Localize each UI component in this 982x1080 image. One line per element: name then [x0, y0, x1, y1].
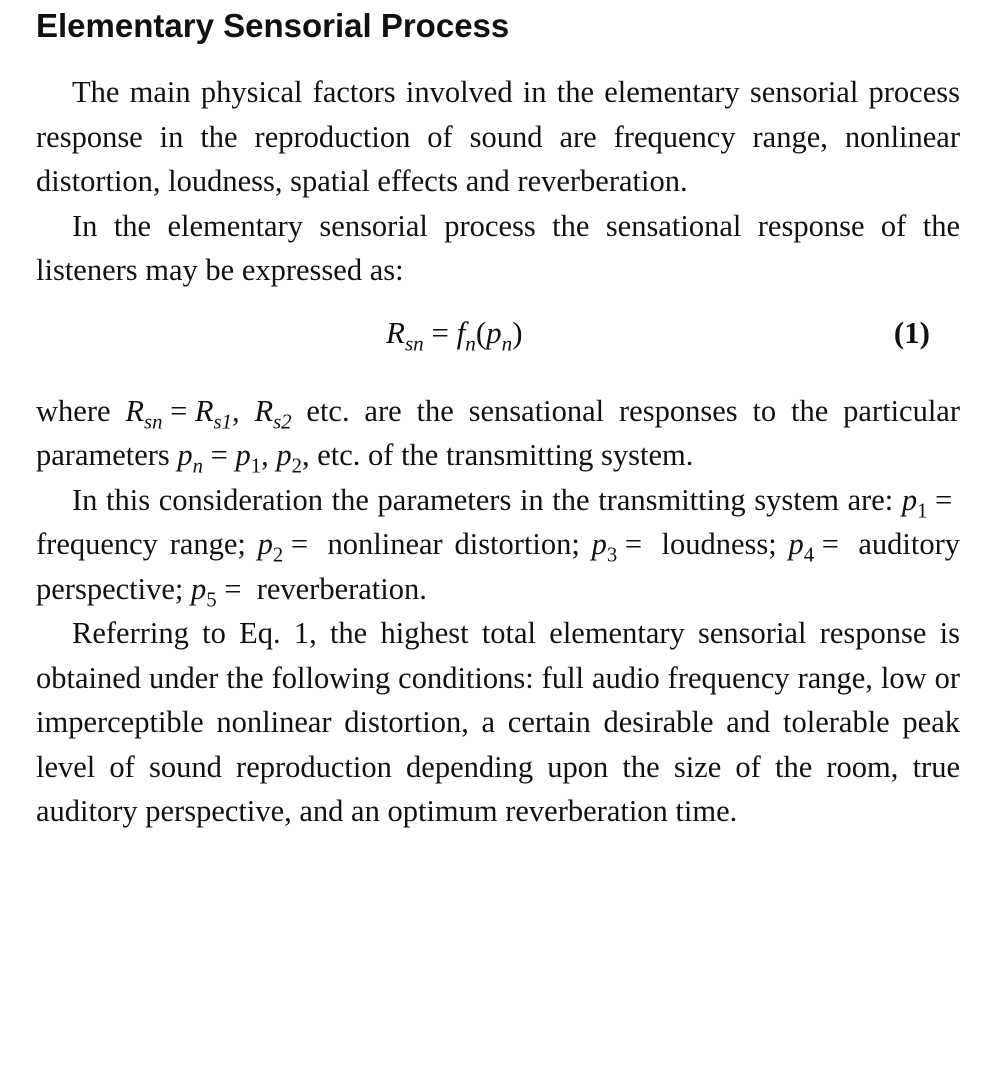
paragraph-factors: The main physical factors involved in the elementary sensorial process response in the reproduction of sound are frequency range, nonlinear distortion, loudness, spatial effects and reverberation. [36, 75, 960, 198]
eq-open-paren: ( [475, 314, 487, 350]
section-heading: Elementary Sensorial Process [36, 7, 510, 44]
eq-argument: p [486, 314, 502, 350]
paragraph-sensational-response: In the elementary sensorial process the sensational response of the listeners may be expressed as: [36, 208, 960, 287]
paragraph-where: where $R_{sn} = R_{s1}$, $R_{s2}$ etc. are the sensational responses to the particular parameters $p_n = p_1$, $p_2$, etc. of the transmitting system. [36, 393, 960, 478]
paragraph-parameters: In this consideration the parameters in the transmitting system are: $p_1$ = frequency range; $p_2$ = nonlinear distortion; $p_3$ = loudness; $p_4$ = auditory perspective; $p_5$ = reverberation. [36, 482, 960, 611]
eq-lhs-variable: R [386, 314, 405, 350]
eq-argument-subscript: n [501, 330, 513, 355]
equation-expression [386, 314, 523, 355]
equation-number: (1) [893, 314, 930, 350]
equation-1 [36, 293, 960, 389]
math-p: p [177, 438, 193, 472]
eq-function-subscript: n [465, 330, 476, 355]
paragraph-conditions: Referring to Eq. 1, the highest total elementary sensorial response is obtained under the following conditions: full audio frequency range, low or imperceptible nonlinear distortion, a certain desirable and tolerable peak level of sound reproduction depending upon the size of the room, true auditory perspective, and an optimum reverberation time. [36, 616, 960, 828]
math-r: R [125, 393, 145, 428]
eq-lhs-subscript: sn [404, 330, 424, 355]
eq-close-paren: ) [512, 314, 523, 350]
eq-equals-sign: = [431, 314, 449, 350]
eq-function: f [456, 314, 466, 350]
